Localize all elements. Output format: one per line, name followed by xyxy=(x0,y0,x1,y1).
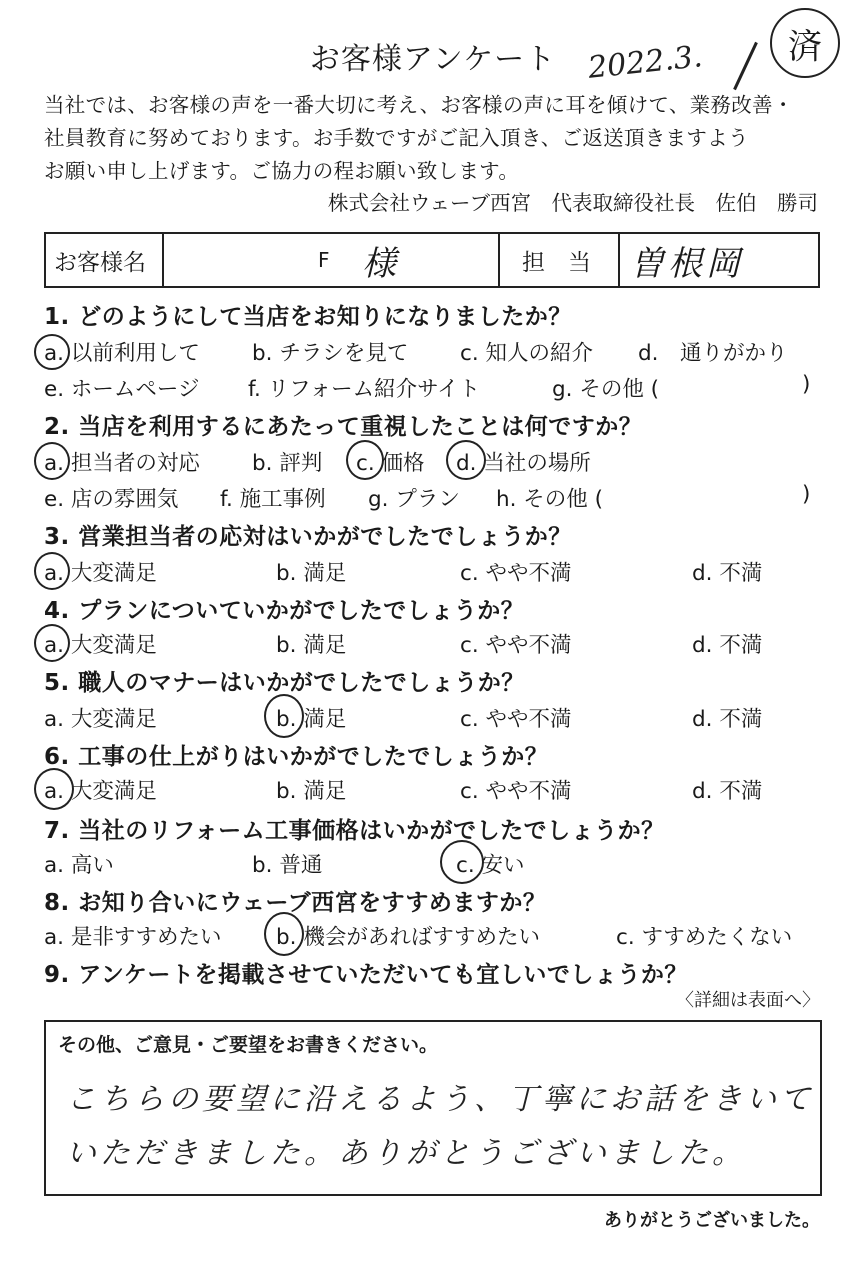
q5-option-b[interactable]: b. 満足 xyxy=(276,707,347,732)
page-title: お客様アンケート xyxy=(309,42,557,77)
q2-option-h[interactable]: h. その他 ( xyxy=(496,487,604,512)
q1-option-g[interactable]: g. その他 ( xyxy=(552,377,660,402)
q6-option-b[interactable]: b. 満足 xyxy=(276,779,347,804)
q5-option-c[interactable]: c. やや不満 xyxy=(460,707,572,732)
question-4: 4. プランについていかがでしたでしょうか？ xyxy=(44,598,525,624)
q2-option-b[interactable]: b. 評判 xyxy=(252,451,323,476)
q3-option-d[interactable]: d. 不満 xyxy=(692,561,763,586)
q4-option-c[interactable]: c. やや不満 xyxy=(460,633,572,658)
q1-option-d[interactable]: d. 通りがかり xyxy=(638,341,788,366)
q2-option-h-close: ) xyxy=(802,482,811,507)
q2-answer-circle-c xyxy=(346,440,384,480)
q1-option-a[interactable]: a. 以前利用して xyxy=(44,341,200,366)
q1-option-f[interactable]: f. リフォーム紹介サイト xyxy=(248,377,481,402)
q8-option-c[interactable]: c. すすめたくない xyxy=(616,925,793,950)
question-6: 6. 工事の仕上がりはいかがでしたでしょうか？ xyxy=(44,744,549,770)
q2-option-d[interactable]: d. 当社の場所 xyxy=(456,451,591,476)
q6-answer-circle xyxy=(34,768,74,810)
customer-honorific: 様 xyxy=(362,243,396,284)
q7-answer-circle xyxy=(440,840,484,884)
company-signature: 株式会社ウェーブ西宮 代表取締役社長 佐伯 勝司 xyxy=(327,191,818,215)
q7-option-a[interactable]: a. 高い xyxy=(44,853,114,878)
q4-option-b[interactable]: b. 満足 xyxy=(276,633,347,658)
q2-option-e[interactable]: e. 店の雰囲気 xyxy=(44,487,179,512)
intro-line-3: お願い申し上げます。ご協力の程お願い致します。 xyxy=(44,159,520,183)
comment-line-2: いただきました。ありがとうございました。 xyxy=(66,1136,746,1171)
question-7: 7. 当社のリフォーム工事価格はいかがでしたでしょうか？ xyxy=(44,818,665,844)
q3-option-b[interactable]: b. 満足 xyxy=(276,561,347,586)
question-1: 1. どのようにして当店をお知りになりましたか？ xyxy=(44,304,572,330)
q3-option-c[interactable]: c. やや不満 xyxy=(460,561,572,586)
q8-answer-circle xyxy=(264,912,304,956)
question-8: 8. お知り合いにウェーブ西宮をすすめますか？ xyxy=(44,890,547,916)
q2-option-g[interactable]: g. プラン xyxy=(368,487,460,512)
q8-option-b[interactable]: b. 機会があればすすめたい xyxy=(276,925,541,950)
q5-option-a[interactable]: a. 大変満足 xyxy=(44,707,157,732)
handwritten-date: 2022.3. xyxy=(586,39,705,86)
q2-option-a[interactable]: a. 担当者の対応 xyxy=(44,451,200,476)
q1-option-b[interactable]: b. チラシを見て xyxy=(252,341,409,366)
q1-option-e[interactable]: e. ホームページ xyxy=(44,377,200,402)
q5-answer-circle xyxy=(264,694,304,738)
q6-option-c[interactable]: c. やや不満 xyxy=(460,779,572,804)
customer-initial: F xyxy=(318,248,330,272)
q1-option-c[interactable]: c. 知人の紹介 xyxy=(460,341,593,366)
detail-note: 〈詳細は表面へ〉 xyxy=(676,990,820,1011)
question-3: 3. 営業担当者の応対はいかがでしたでしょうか？ xyxy=(44,524,572,550)
divider xyxy=(498,234,500,286)
q7-option-c[interactable]: c. 安い xyxy=(456,853,525,878)
question-5: 5. 職人のマナーはいかがでしたでしょうか？ xyxy=(44,670,525,696)
staff-name: 曽根岡 xyxy=(630,243,744,284)
q8-option-a[interactable]: a. 是非すすめたい xyxy=(44,925,222,950)
question-9: 9. アンケートを掲載させていただいても宜しいでしょうか？ xyxy=(44,962,688,988)
staff-label: 担 当 xyxy=(522,249,591,276)
customer-name-label: お客様名 xyxy=(54,249,146,276)
closing-thanks: ありがとうございました。 xyxy=(604,1210,820,1231)
q1-answer-circle xyxy=(34,334,70,370)
q6-option-a[interactable]: a. 大変満足 xyxy=(44,779,157,804)
q3-answer-circle xyxy=(34,552,70,590)
intro-line-2: 社員教育に努めております。お手数ですがご記入頂き、ご返送頂きますよう xyxy=(44,126,749,150)
q3-option-a[interactable]: a. 大変満足 xyxy=(44,561,157,586)
q2-option-f[interactable]: f. 施工事例 xyxy=(220,487,326,512)
divider xyxy=(162,234,164,286)
intro-line-1: 当社では、お客様の声を一番大切に考え、お客様の声に耳を傾けて、業務改善・ xyxy=(44,93,794,117)
q5-option-d[interactable]: d. 不満 xyxy=(692,707,763,732)
q7-option-b[interactable]: b. 普通 xyxy=(252,853,323,878)
comment-label: その他、ご意見・ご要望をお書きください。 xyxy=(58,1034,439,1056)
q2-option-c[interactable]: c. 価格 xyxy=(356,451,425,476)
q2-answer-circle-a xyxy=(34,442,70,480)
q6-option-d[interactable]: d. 不満 xyxy=(692,779,763,804)
q2-answer-circle-d xyxy=(446,440,486,480)
q4-option-d[interactable]: d. 不満 xyxy=(692,633,763,658)
question-2: 2. 当店を利用するにあたって重視したことは何ですか？ xyxy=(44,414,643,440)
q4-option-a[interactable]: a. 大変満足 xyxy=(44,633,157,658)
divider xyxy=(618,234,620,286)
q1-option-g-close: ) xyxy=(802,372,811,397)
comment-line-1: こちらの要望に沿えるよう、丁寧にお話をきいて xyxy=(66,1082,814,1117)
q4-answer-circle xyxy=(34,624,70,662)
processed-stamp: 済 xyxy=(770,8,840,78)
customer-info-box xyxy=(44,232,820,288)
